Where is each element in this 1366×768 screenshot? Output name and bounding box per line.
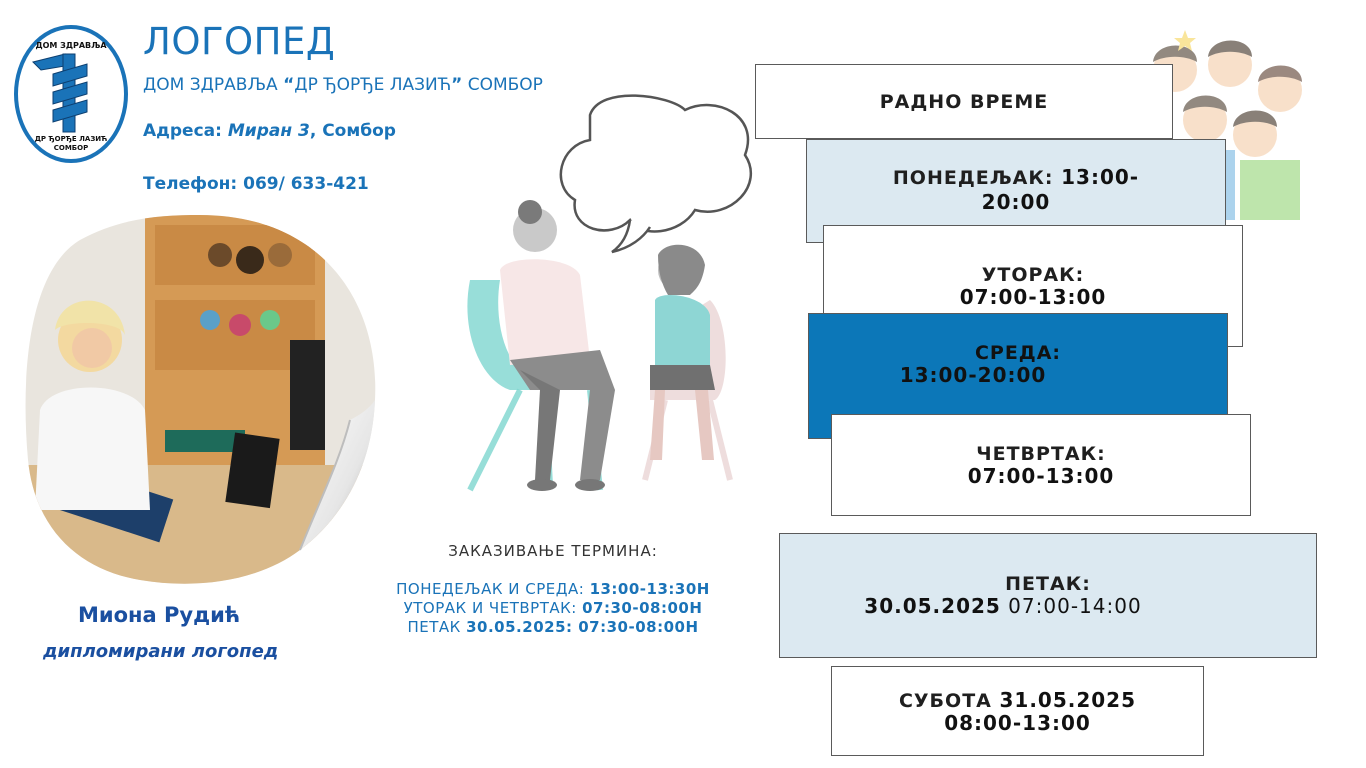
therapy-session-illustration	[440, 90, 780, 510]
address-label: Адреса:	[143, 121, 228, 141]
logo-bottom-text-2: СОМБОР	[53, 144, 89, 152]
booking-line-3-time: 30.05.2025: 07:30-08:00Н	[466, 618, 699, 636]
address	[143, 121, 396, 141]
booking-line-3	[350, 618, 756, 636]
phone-number: Телефон: 069/ 633-421	[143, 174, 369, 194]
booking-line-1-label: ПОНЕДЕЉАК И СРЕДА:	[396, 580, 590, 598]
logo-top-text: ДОМ ЗДРАВЉА	[35, 41, 107, 50]
health-center-logo-icon	[13, 24, 129, 164]
saturday-hours: 08:00-13:00	[944, 710, 1091, 735]
address-street: Миран 3	[227, 121, 310, 141]
saturday-date: 31.05.2025	[999, 687, 1137, 712]
thursday-label: ЧЕТВРТАК:	[976, 443, 1106, 465]
wednesday-hours: 13:00-20:00	[899, 363, 1047, 387]
monday-label: ПОНЕДЕЉАК:	[892, 167, 1062, 189]
logo-bottom-text-1: ДР ЂОРЂЕ ЛАЗИЋ	[34, 135, 108, 143]
institution-prefix: ДОМ ЗДРАВЉА	[143, 75, 284, 95]
quote-close: ”	[451, 75, 463, 95]
booking-line-1-time: 13:00-13:30Н	[589, 580, 710, 598]
saturday-label: СУБОТА	[898, 689, 1000, 712]
therapist-role: дипломирани логопед	[43, 641, 279, 662]
monday-hours: 13:00-20:00	[981, 165, 1140, 214]
schedule-friday	[779, 533, 1317, 658]
thursday-hours: 07:00-13:00	[967, 464, 1115, 488]
friday-hours: 07:00-14:00	[1000, 594, 1142, 618]
friday-label: ПЕТАК:	[1005, 573, 1091, 595]
tuesday-label: УТОРАК:	[981, 264, 1085, 286]
page-title: ЛОГОПЕД	[143, 20, 336, 63]
tuesday-hours: 07:00-13:00	[959, 285, 1107, 309]
institution-doctor-name: ДР ЂОРЂЕ ЛАЗИЋ	[294, 75, 452, 95]
booking-line-1	[350, 580, 756, 598]
working-hours-header	[755, 64, 1173, 139]
booking-line-2-time: 07:30-08:00Н	[582, 599, 703, 617]
working-hours-title: РАДНО ВРЕМЕ	[879, 90, 1049, 113]
quote-open: “	[283, 75, 295, 95]
institution-city: СОМБОР	[462, 75, 543, 95]
address-city: , Сомбор	[309, 121, 396, 141]
booking-line-2	[350, 599, 756, 617]
speech-therapist-photo	[20, 210, 385, 590]
schedule-thursday	[831, 414, 1251, 516]
wednesday-label: СРЕДА:	[974, 342, 1062, 364]
therapist-name: Миона Рудић	[78, 603, 241, 627]
schedule-saturday	[831, 666, 1204, 756]
friday-date: 30.05.2025	[864, 594, 1001, 618]
booking-line-3-label: ПЕТАК	[407, 618, 467, 636]
booking-line-2-label: УТОРАК И ЧЕТВРТАК:	[403, 599, 583, 617]
booking-title: ЗАКАЗИВАЊЕ ТЕРМИНА:	[448, 542, 658, 560]
